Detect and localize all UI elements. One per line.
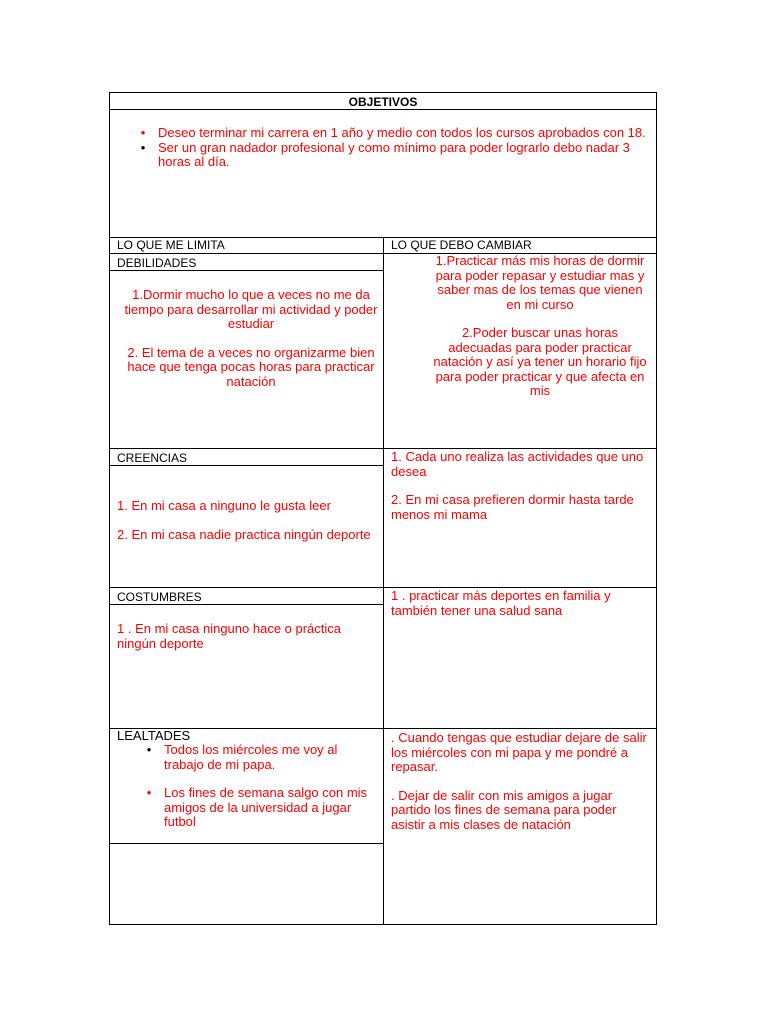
costumbres-label: COSTUMBRES xyxy=(117,590,202,604)
text-paragraph: 2. En mi casa nadie practica ningún deporte xyxy=(117,526,371,542)
objetivo-text: Ser un gran nadador profesional y como mínimo para poder lograrlo debo nadar 3 horas al día. xyxy=(158,139,630,169)
column-header-right: LO QUE DEBO CAMBIAR xyxy=(391,238,532,252)
text-paragraph: 2. En mi casa prefieren dormir hasta tarde menos mi mama xyxy=(391,492,634,522)
text-paragraph: 1. Cada uno realiza las actividades que uno desea xyxy=(391,449,644,479)
text-paragraph: 1 . practicar más deportes en familia y también tener una salud sana xyxy=(391,588,611,618)
divider xyxy=(110,843,384,844)
bullet-icon: • xyxy=(146,742,152,757)
objetivo-text: Deseo terminar mi carrera en 1 año y medio con todos los cursos aprobados con 18. xyxy=(158,125,646,140)
debilidades-label: DEBILIDADES xyxy=(117,256,197,270)
list-item xyxy=(142,743,374,772)
lealtad-text: Todos los miércoles me voy al trabajo de mi papa. xyxy=(164,742,338,772)
column-header-left: LO QUE ME LIMITA xyxy=(117,238,225,252)
divider xyxy=(110,270,384,271)
creencias-left xyxy=(117,499,381,542)
objectives-table xyxy=(109,92,657,925)
creencias-right xyxy=(391,450,653,522)
column-divider xyxy=(383,237,384,925)
text-paragraph: . Cuando tengas que estudiar dejare de salir los miércoles con mi papa y me pondré a repasar. xyxy=(391,730,647,774)
objetivos-title: OBJETIVOS xyxy=(348,95,418,109)
text-paragraph: 2.Poder buscar unas horas adecuadas para poder practicar natación y así ya tener un horario fijo para poder practicar y que afecta en mis xyxy=(433,325,647,398)
text-paragraph: 2. El tema de a veces no organizarme bien hace que tenga pocas horas para practicar natación xyxy=(127,344,375,389)
objetivos-list xyxy=(136,126,656,170)
costumbres-right xyxy=(391,589,631,618)
debilidades-left xyxy=(124,288,378,389)
text-paragraph: . Dejar de salir con mis amigos a jugar partido los fines de semana para poder asistir a mis clases de natación xyxy=(391,787,617,832)
lealtades-label: LEALTADES xyxy=(117,728,191,743)
lealtad-text: Los fines de semana salgo con mis amigos de la universidad a jugar futbol xyxy=(164,785,368,829)
bullet-icon: • xyxy=(140,139,146,155)
text-paragraph: 1 . En mi casa ninguno hace o práctica ningún deporte xyxy=(117,621,342,651)
creencias-label: CREENCIAS xyxy=(117,451,188,465)
text-paragraph: 1.Dormir mucho lo que a veces no me da tiempo para desarrollar mi actividad y poder estudiar xyxy=(124,287,378,331)
list-item xyxy=(142,786,374,830)
bullet-icon: • xyxy=(140,125,146,140)
text-paragraph: 1. En mi casa a ninguno le gusta leer xyxy=(117,498,331,513)
divider xyxy=(110,604,384,605)
lealtades-left xyxy=(142,743,374,830)
list-item xyxy=(136,126,656,141)
divider xyxy=(110,465,384,466)
lealtades-right xyxy=(391,731,651,832)
costumbres-left xyxy=(117,622,357,651)
divider xyxy=(110,109,656,110)
bullet-icon: • xyxy=(146,785,152,800)
list-item xyxy=(136,141,656,170)
text-paragraph: 1.Practicar más mis horas de dormir para poder repasar y estudiar mas y saber mas de los temas que vienen en mi curso xyxy=(435,253,645,312)
debilidades-right xyxy=(430,254,650,399)
